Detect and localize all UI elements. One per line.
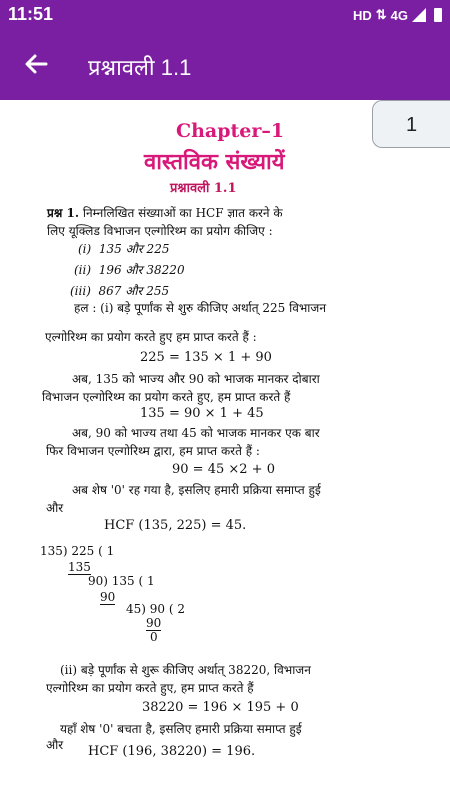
signal-icon (412, 8, 426, 22)
question-line-2: लिए यूक्लिड विभाजन एल्गोरिथ्म का प्रयोग कीजिए : (47, 224, 273, 238)
paragraph-1: अब, 135 को भाज्य और 90 को भाजक मानकर दोबारा (72, 372, 320, 386)
document-page (0, 100, 450, 800)
chapter-subtitle: वास्तविक संख्यायें (144, 149, 285, 175)
division-row-3: 90) 135 ( 1 (88, 574, 155, 588)
app-bar (0, 32, 450, 100)
equation-4: 38220 = 196 × 195 + 0 (142, 700, 299, 715)
solution-ii-line-1: (ii) बड़े पूर्णांक से शुरू कीजिए अर्थात् 38220, विभाजन (60, 663, 311, 677)
paragraph-5: अब शेष '0' रह गया है, इसलिए हमारी प्रक्रिया समाप्त हुई (72, 483, 321, 497)
page-title: प्रश्नावली 1.1 (88, 55, 192, 80)
question-line-1: प्रश्न 1. निम्नलिखित संख्याओं का HCF ज्ञात करने के (47, 206, 283, 220)
section-heading: प्रश्नावली 1.1 (170, 181, 237, 196)
division-row-4: 90 (100, 590, 116, 604)
division-row-6: 90 (146, 616, 162, 630)
paragraph-4: फिर विभाजन एल्गोरिथ्म द्वारा, हम प्राप्त करते हैं : (46, 444, 260, 458)
division-row-1: 135) 225 ( 1 (40, 544, 115, 558)
option-3: (iii) 867 और 255 (70, 284, 170, 298)
hcf-result-2: HCF (196, 38220) = 196. (88, 744, 256, 759)
signal-type: 4G (390, 7, 408, 23)
status-time: 11:51 (8, 4, 54, 24)
paragraph-2: विभाजन एल्गोरिथ्म का प्रयोग करते हुए, हम प्राप्त करते हैं (42, 390, 291, 404)
battery-icon (434, 8, 442, 22)
division-row-7: 0 (150, 630, 158, 644)
solution-ii-line-2: एल्गोरिथ्म का प्रयोग करते हुए, हम प्राप्त करते हैं (46, 681, 254, 695)
option-1: (i) 135 और 225 (78, 242, 170, 256)
solution-line-1: हल : (i) बड़े पूर्णांक से शुरु कीजिए अर्थात् 225 विभाजन (74, 301, 326, 315)
paragraph-3: अब, 90 को भाज्य तथा 45 को भाजक मानकर एक बार (72, 426, 320, 440)
division-row-5: 45) 90 ( 2 (126, 602, 185, 616)
page-number: 1 (405, 114, 418, 136)
solution-line-2: एल्गोरिथ्म का प्रयोग करते हुए हम प्राप्त करते हैं : (45, 330, 257, 344)
division-row-2: 135 (68, 560, 91, 574)
network-type: HD (352, 7, 372, 23)
equation-3: 90 = 45 ×2 + 0 (172, 462, 275, 477)
equation-1: 225 = 135 × 1 + 90 (140, 350, 272, 365)
paragraph-6: और (46, 501, 64, 515)
option-2: (ii) 196 और 38220 (74, 263, 185, 277)
paragraph-8: और (46, 738, 64, 752)
data-arrows-icon: ⇅ (375, 7, 387, 22)
status-icons (353, 7, 442, 23)
equation-2: 135 = 90 × 1 + 45 (140, 406, 264, 421)
chapter-heading: Chapter–1 (176, 120, 285, 142)
long-division (40, 544, 240, 644)
hcf-result-1: HCF (135, 225) = 45. (104, 518, 247, 533)
page-number-tab[interactable] (372, 100, 450, 148)
back-arrow-icon[interactable] (20, 48, 52, 80)
paragraph-7: यहाँ शेष '0' बचता है, इसलिए हमारी प्रक्रिया समाप्त हुई (60, 722, 302, 736)
status-bar (0, 0, 450, 32)
